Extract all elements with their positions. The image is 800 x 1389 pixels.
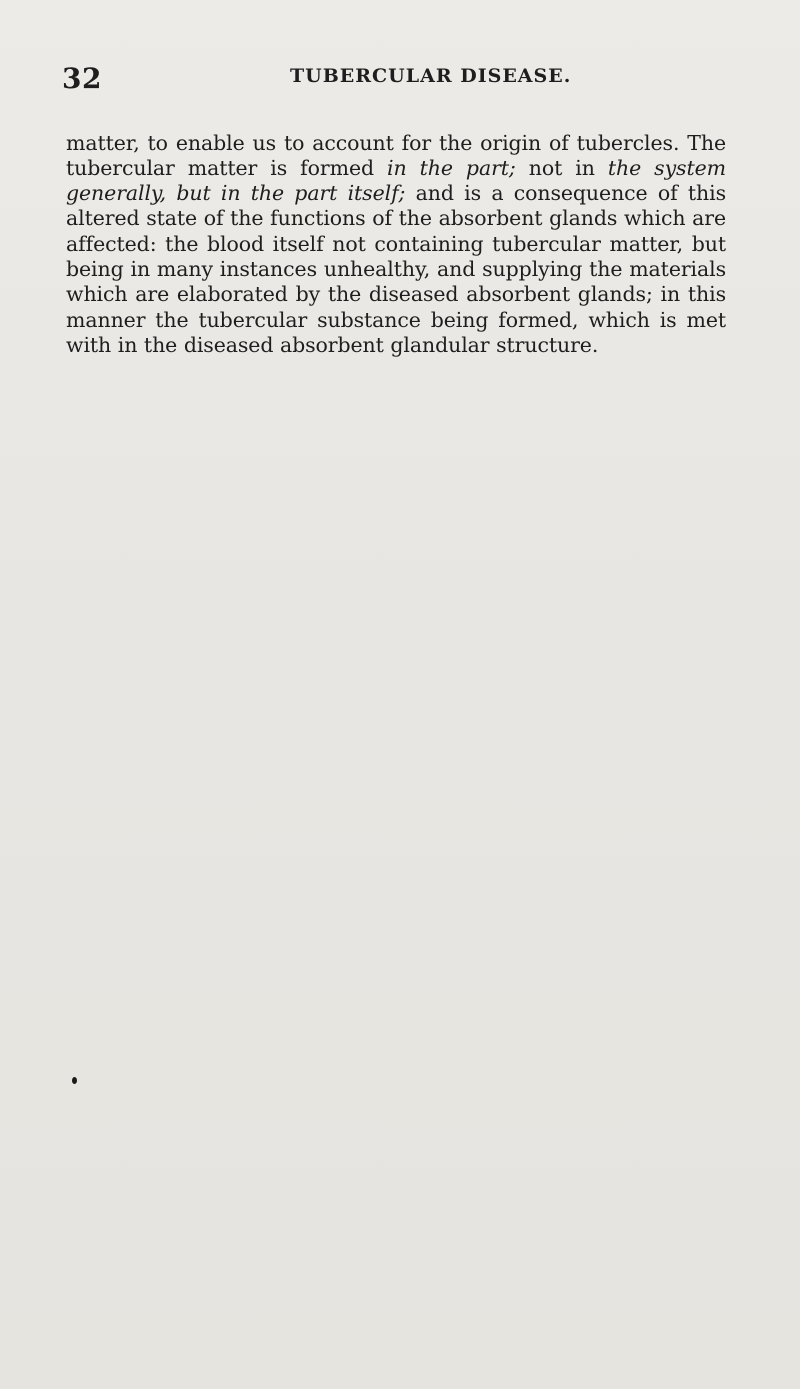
text-segment-3: and is a consequence of this altered state of the functions of the absorbent glands which are affected: the blood itself not containing tubercular matter, but being in many instances unhealthy, and supplying the materials which are elaborated by the diseased absorbent glands; in this manner the tubercular substance being formed, which is met with in the diseased absorbent glandular structure. [66,181,726,357]
text-segment-1: matter, to enable us to account for the origin of tubercles. The tubercular matter is formed [66,130,726,180]
page-number: 32 [62,62,102,95]
italic-segment-1: in the part; [387,155,516,180]
running-head: TUBERCULAR DISEASE. [290,65,572,87]
ink-speck [72,1077,77,1084]
italic-segment-2: the system generally, but in the part itself; [66,155,726,206]
body-paragraph [66,131,726,359]
page-header [62,62,730,96]
text-segment-2: not in [515,155,608,180]
